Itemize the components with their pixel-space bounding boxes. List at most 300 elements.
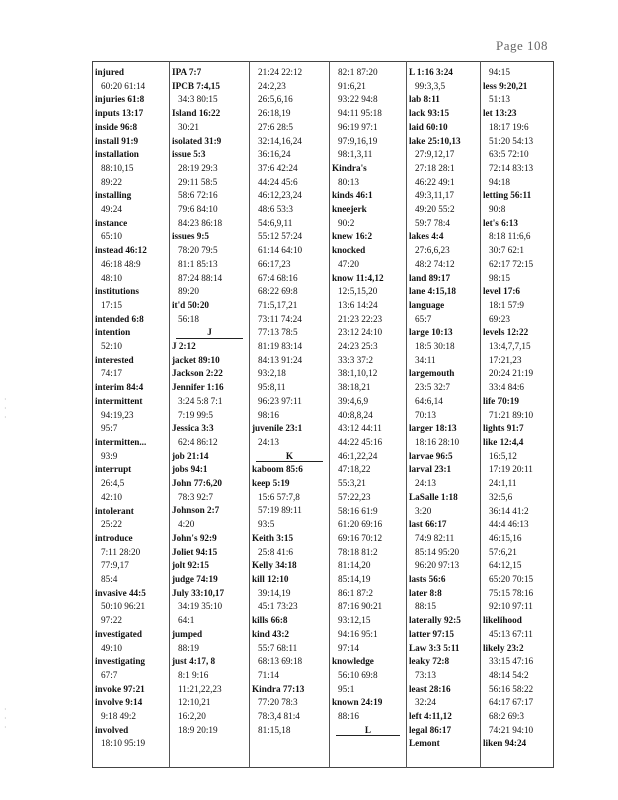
index-ref: 96:23 97:11 xyxy=(258,395,302,406)
index-ref: 95:1 xyxy=(338,683,355,694)
section-letter xyxy=(250,450,329,464)
index-term: left 4:11,12 xyxy=(409,711,452,722)
index-ref: 51:13 xyxy=(489,94,510,105)
index-ref: 49:3,11,17 xyxy=(415,190,454,201)
index-ref: 17:21,23 xyxy=(489,354,522,365)
index-term: Kindra's xyxy=(332,162,367,173)
index-ref: 73:13 xyxy=(415,669,436,680)
index-ref: 58:16 61:9 xyxy=(338,505,378,516)
index-ref: 43:12 44:11 xyxy=(338,423,382,434)
index-ref: 55:12 57:24 xyxy=(258,231,303,242)
index-ref: 25:22 xyxy=(101,519,122,530)
index-ref: 3:20 xyxy=(415,505,432,516)
index-term: involved xyxy=(95,724,129,735)
index-ref: 97:14 xyxy=(338,642,359,653)
index-ref: 3:24 5:8 7:1 xyxy=(178,395,223,406)
index-ref: 65:10 xyxy=(101,231,122,242)
index-term: lakes 4:4 xyxy=(409,231,444,242)
index-term: language xyxy=(409,299,445,310)
index-ref: 44:24 45:6 xyxy=(258,176,298,187)
index-term: Kindra 77:13 xyxy=(252,683,305,694)
index-term: invoke 97:21 xyxy=(95,683,145,694)
index-ref: 80:13 xyxy=(338,176,359,187)
index-term: laterally 92:5 xyxy=(409,615,461,626)
index-ref: 40:8,8,24 xyxy=(338,409,373,420)
index-ref: 85:14 95:20 xyxy=(415,546,460,557)
index-term: J 2:12 xyxy=(172,341,196,352)
index-ref: 24:13 xyxy=(415,478,436,489)
index-ref: 92:10 97:11 xyxy=(489,601,533,612)
index-ref: 46:12,23,24 xyxy=(258,190,302,201)
index-ref: 86:1 87:2 xyxy=(338,587,373,598)
index-ref: 55:3,21 xyxy=(338,478,366,489)
index-term: lab 8:11 xyxy=(409,94,440,105)
index-ref: 94:11 95:18 xyxy=(338,108,382,119)
index-term: later 8:8 xyxy=(409,587,442,598)
index-ref: 71:21 89:10 xyxy=(489,409,534,420)
index-term: lane 4:15,18 xyxy=(409,286,456,297)
index-term: keep 5:19 xyxy=(252,478,290,489)
index-ref: 27:9,12,17 xyxy=(415,149,455,160)
index-ref: 69:23 xyxy=(489,313,510,324)
index-ref: 42:10 xyxy=(101,491,122,502)
index-ref: 47:18,22 xyxy=(338,464,371,475)
index-ref: 64:6,14 xyxy=(415,395,443,406)
index-term: intended 6:8 xyxy=(95,313,144,324)
index-term: Jessica 3:3 xyxy=(172,423,214,434)
index-ref: 79:6 84:10 xyxy=(178,204,218,215)
index-term: it'd 50:20 xyxy=(172,299,210,310)
index-ref: 77:13 78:5 xyxy=(258,327,298,338)
index-term: knew 16:2 xyxy=(332,231,373,242)
index-term: just 4:17, 8 xyxy=(172,656,216,667)
index-ref: 75:15 78:16 xyxy=(489,587,534,598)
index-term: large 10:13 xyxy=(409,327,453,338)
page-number: Page 108 xyxy=(496,38,549,53)
index-ref: 58:6 72:16 xyxy=(178,190,218,201)
index-ref: 18:9 20:19 xyxy=(178,724,218,735)
index-term: Kelly 34:18 xyxy=(252,560,297,571)
index-ref: 21:24 22:12 xyxy=(258,67,303,77)
index-term: latter 97:15 xyxy=(409,628,454,639)
index-term: kaboom 85:6 xyxy=(252,464,303,475)
index-ref: 26:5,6,16 xyxy=(258,94,293,105)
index-term: injuries 61:8 xyxy=(95,94,145,105)
index-term: jolt 92:15 xyxy=(172,560,209,571)
index-ref: 45:13 67:11 xyxy=(489,628,533,639)
index-ref: 16:2,20 xyxy=(178,711,206,722)
index-ref: 13:6 14:24 xyxy=(338,299,378,310)
index-ref: 47:20 xyxy=(338,258,359,269)
index-ref: 24:23 25:3 xyxy=(338,341,378,352)
index-term: lasts 56:6 xyxy=(409,574,446,585)
index-ref: 93:12,15 xyxy=(338,615,371,626)
index-ref: 55:7 68:11 xyxy=(258,642,298,653)
index-ref: 67:4 68:16 xyxy=(258,272,298,283)
index-ref: 65:7 xyxy=(415,313,432,324)
index-ref: 33:15 47:16 xyxy=(489,656,534,667)
index-term: inside 96:8 xyxy=(95,121,138,132)
index-ref: 68:13 69:18 xyxy=(258,656,303,667)
index-term: lack 93:15 xyxy=(409,108,450,119)
index-ref: 48:6 53:3 xyxy=(258,204,293,215)
index-ref: 17:15 xyxy=(101,299,122,310)
index-ref: 96:19 97:1 xyxy=(338,121,378,132)
index-term: larger 18:13 xyxy=(409,423,457,434)
index-ref: 59:7 78:4 xyxy=(415,217,450,228)
margin-mark: · · · xyxy=(4,395,7,422)
index-ref: 71:14 xyxy=(258,669,279,680)
index-ref: 70:13 xyxy=(415,409,436,420)
index-ref: 46:15,16 xyxy=(489,532,522,543)
index-ref: 73:11 74:24 xyxy=(258,313,302,324)
index-term: let's 6:13 xyxy=(483,217,518,228)
index-ref: 33:4 84:6 xyxy=(489,382,524,393)
index-term: kinds 46:1 xyxy=(332,190,373,201)
index-ref: 46:18 48:9 xyxy=(101,258,141,269)
index-ref: 57:6,21 xyxy=(489,546,517,557)
index-ref: 9:18 49:2 xyxy=(101,711,136,722)
index-ref: 26:4,5 xyxy=(101,478,125,489)
index-ref: 48:10 xyxy=(101,272,122,283)
index-term: invasive 44:5 xyxy=(95,587,146,598)
index-term: kill 12:10 xyxy=(252,574,289,584)
index-term: interim 84:4 xyxy=(95,382,144,393)
index-term: judge 74:19 xyxy=(172,574,218,584)
index-term: instance xyxy=(95,217,128,228)
index-ref: 49:20 55:2 xyxy=(415,204,455,215)
index-term: John 77:6,20 xyxy=(172,478,223,489)
index-term: like 12:4,4 xyxy=(483,436,524,447)
index-ref: 65:20 70:15 xyxy=(489,574,534,585)
index-ref: 78:3 92:7 xyxy=(178,491,213,502)
index-ref: 49:10 xyxy=(101,642,122,653)
index-ref: 34:11 xyxy=(415,354,436,365)
index-ref: 94:19,23 xyxy=(101,409,134,420)
margin-mark: · · · xyxy=(4,705,7,732)
index-ref: 24:2,23 xyxy=(258,80,286,91)
index-ref: 97:9,16,19 xyxy=(338,135,378,146)
index-ref: 98:1,3,11 xyxy=(338,149,373,160)
index-term: installation xyxy=(95,149,139,160)
index-ref: 62:17 72:15 xyxy=(489,258,534,269)
index-ref: 94:18 xyxy=(489,176,510,187)
index-ref: 95:7 xyxy=(101,423,118,434)
index-ref: 8:1 9:16 xyxy=(178,669,209,680)
index-ref: 52:10 xyxy=(101,341,122,352)
index-term: knowledge xyxy=(332,656,374,667)
index-term: issue 5:3 xyxy=(172,149,206,160)
index-term: investigated xyxy=(95,628,142,639)
index-ref: 18:10 95:19 xyxy=(101,738,146,749)
index-ref: 68:2 69:3 xyxy=(489,711,524,722)
index-ref: 8:18 11:6,6 xyxy=(489,231,531,242)
index-ref: 12:10,21 xyxy=(178,697,211,708)
index-term: John's 92:9 xyxy=(172,532,217,543)
index-term: liken 94:24 xyxy=(483,738,527,749)
index-term: jobs 94:1 xyxy=(172,464,208,475)
index-term: Joliet 94:15 xyxy=(172,546,218,557)
index-term: intermitten... xyxy=(95,436,147,447)
section-letter-text: J xyxy=(207,327,212,338)
index-ref: 24:1,11 xyxy=(489,478,517,489)
index-ref: 18:17 19:6 xyxy=(489,121,529,132)
index-ref: 88:10,15 xyxy=(101,162,134,173)
index-ref: 27:6 28:5 xyxy=(258,121,293,132)
index-ref: 78:20 79:5 xyxy=(178,245,218,256)
index-term: known 24:19 xyxy=(332,697,383,708)
index-term: leaky 72:8 xyxy=(409,656,450,667)
index-term: larval 23:1 xyxy=(409,464,452,475)
index-ref: 98:15 xyxy=(489,272,510,283)
index-ref: 94:15 xyxy=(489,67,510,77)
index-ref: 61:20 69:16 xyxy=(338,519,383,530)
index-ref: 29:11 58:5 xyxy=(178,176,218,187)
index-ref: 50:10 96:21 xyxy=(101,601,146,612)
index-ref: 97:22 xyxy=(101,615,122,626)
index-column xyxy=(330,66,406,766)
index-ref: 18:1 57:9 xyxy=(489,299,524,310)
index-ref: 54:6,9,11 xyxy=(258,217,293,228)
index-ref: 81:15,18 xyxy=(258,724,291,735)
index-ref: 94:16 95:1 xyxy=(338,628,378,639)
index-term: interrupt xyxy=(95,464,132,475)
index-term: Keith 3:15 xyxy=(252,532,294,543)
index-term: largemouth xyxy=(409,368,455,379)
index-ref: 81:14,20 xyxy=(338,560,371,571)
index-term: lake 25:10,13 xyxy=(409,135,461,146)
index-ref: 78:3,4 81:4 xyxy=(258,711,300,722)
index-term: jumped xyxy=(172,628,203,639)
index-ref: 87:24 88:14 xyxy=(178,272,223,283)
index-ref: 64:12,15 xyxy=(489,560,522,571)
index-term: Law 3:3 5:11 xyxy=(409,642,460,653)
index-ref: 44:22 45:16 xyxy=(338,436,383,447)
index-term: land 89:17 xyxy=(409,272,451,283)
index-term: issues 9:5 xyxy=(172,231,210,242)
index-ref: 60:20 61:14 xyxy=(101,80,146,91)
index-ref: 62:4 86:12 xyxy=(178,436,218,447)
index-term: intermittent xyxy=(95,395,143,406)
index-column xyxy=(481,66,554,766)
index-ref: 77:20 78:3 xyxy=(258,697,298,708)
index-ref: 57:19 89:11 xyxy=(258,505,302,516)
index-ref: 7:11 28:20 xyxy=(101,546,141,557)
index-term: last 66:17 xyxy=(409,519,447,530)
section-letter xyxy=(170,326,249,340)
index-ref: 16:5,12 xyxy=(489,450,517,461)
index-ref: 57:22,23 xyxy=(338,491,371,502)
index-ref: 45:1 73:23 xyxy=(258,601,298,612)
index-ref: 18:5 30:18 xyxy=(415,341,455,352)
index-ref: 27:18 28:1 xyxy=(415,162,455,173)
index-ref: 69:16 70:12 xyxy=(338,532,383,543)
index-ref: 88:19 xyxy=(178,642,199,653)
index-term: likelihood xyxy=(483,615,522,626)
index-ref: 25:8 41:6 xyxy=(258,546,293,557)
index-ref: 91:6,21 xyxy=(338,80,366,91)
index-ref: 15:6 57:7,8 xyxy=(258,491,300,502)
index-ref: 72:14 83:13 xyxy=(489,162,534,173)
index-ref: 87:16 90:21 xyxy=(338,601,383,612)
index-ref: 82:1 87:20 xyxy=(338,67,378,77)
index-ref: 18:16 28:10 xyxy=(415,436,460,447)
index-ref: 13:4,7,7,15 xyxy=(489,341,531,352)
index-term: knocked xyxy=(332,245,366,256)
index-ref: 48:2 74:12 xyxy=(415,258,455,269)
index-ref: 38:1,10,12 xyxy=(338,368,378,379)
index-ref: 7:19 99:5 xyxy=(178,409,213,420)
index-term: isolated 31:9 xyxy=(172,135,222,146)
index-ref: 4:20 xyxy=(178,519,195,530)
index-ref: 88:15 xyxy=(415,601,436,612)
index-term: juvenile 23:1 xyxy=(252,423,303,434)
index-ref: 20:24 21:19 xyxy=(489,368,534,379)
index-ref: 85:14,19 xyxy=(338,574,371,585)
index-term: know 11:4,12 xyxy=(332,272,384,283)
index-ref: 49:24 xyxy=(101,204,122,215)
index-term: level 17:6 xyxy=(483,286,520,297)
index-ref: 85:4 xyxy=(101,574,118,585)
index-term: installing xyxy=(95,190,132,201)
index-ref: 81:1 85:13 xyxy=(178,258,218,269)
index-ref: 30:21 xyxy=(178,121,199,132)
index-ref: 23:5 32:7 xyxy=(415,382,450,393)
index-ref: 51:20 54:13 xyxy=(489,135,534,146)
index-ref: 36:14 41:2 xyxy=(489,505,529,516)
index-column xyxy=(93,66,169,766)
index-ref: 46:1,22,24 xyxy=(338,450,378,461)
index-term: Lemont xyxy=(409,738,440,749)
index-term: interested xyxy=(95,354,134,365)
index-ref: 64:17 67:17 xyxy=(489,697,534,708)
index-term: less 9:20,21 xyxy=(483,80,528,91)
index-ref: 30:7 62:1 xyxy=(489,245,524,256)
index-ref: 93:2,18 xyxy=(258,368,286,379)
index-term: job 21:14 xyxy=(172,450,209,461)
index-ref: 44:4 46:13 xyxy=(489,519,529,530)
index-term: L 1:16 3:24 xyxy=(409,67,453,77)
index-term: IPA 7:7 xyxy=(172,67,202,77)
index-term: IPCB 7:4,15 xyxy=(172,80,220,91)
index-term: intention xyxy=(95,327,131,338)
index-term: install 91:9 xyxy=(95,135,139,146)
index-term: kind 43:2 xyxy=(252,628,290,639)
index-term: investigating xyxy=(95,656,146,667)
index-ref: 77:9,17 xyxy=(101,560,129,571)
index-ref: 26:18,19 xyxy=(258,108,291,119)
index-ref: 93:5 xyxy=(258,519,275,530)
index-ref: 23:12 24:10 xyxy=(338,327,383,338)
index-ref: 34:19 35:10 xyxy=(178,601,223,612)
index-term: LaSalle 1:18 xyxy=(409,491,458,502)
index-ref: 95:8,11 xyxy=(258,382,286,393)
index-ref: 84:13 91:24 xyxy=(258,354,303,365)
index-ref: 71:5,17,21 xyxy=(258,299,298,310)
index-ref: 96:20 97:13 xyxy=(415,560,460,571)
index-ref: 74:21 94:10 xyxy=(489,724,534,735)
index-ref: 39:4,6,9 xyxy=(338,395,369,406)
index-ref: 68:22 69:8 xyxy=(258,286,298,297)
index-ref: 64:1 xyxy=(178,615,195,626)
index-ref: 66:17,23 xyxy=(258,258,291,269)
index-ref: 81:19 83:14 xyxy=(258,341,303,352)
index-term: institutions xyxy=(95,286,139,297)
index-ref: 24:13 xyxy=(258,436,279,447)
index-term: least 28:16 xyxy=(409,683,451,694)
index-term: involve 9:14 xyxy=(95,697,143,708)
index-term: levels 12:22 xyxy=(483,327,529,338)
section-letter-text: L xyxy=(364,724,372,735)
index-ref: 56:16 58:22 xyxy=(489,683,534,694)
index-term: intolerant xyxy=(95,505,134,516)
index-ref: 88:16 xyxy=(338,711,359,722)
index-ref: 38:18,21 xyxy=(338,382,371,393)
index-ref: 28:19 29:3 xyxy=(178,162,218,173)
index-ref: 32:5,6 xyxy=(489,491,513,502)
index-ref: 37:6 42:24 xyxy=(258,162,298,173)
index-ref: 39:14,19 xyxy=(258,587,291,598)
index-ref: 34:3 80:15 xyxy=(178,94,218,105)
index-term: let 13:23 xyxy=(483,108,517,119)
index-term: instead 46:12 xyxy=(95,245,147,256)
index-ref: 48:14 54:2 xyxy=(489,669,529,680)
index-ref: 89:20 xyxy=(178,286,199,297)
index-ref: 46:22 49:1 xyxy=(415,176,455,187)
index-ref: 21:23 22:23 xyxy=(338,313,383,324)
index-term: likely 23:2 xyxy=(483,642,524,653)
index-ref: 89:22 xyxy=(101,176,122,187)
index-ref: 33:3 37:2 xyxy=(338,354,373,365)
index-term: jacket 89:10 xyxy=(172,354,220,365)
index-ref: 63:5 72:10 xyxy=(489,149,529,160)
index-term: July 33:10,17 xyxy=(172,587,225,598)
index-ref: 90:8 xyxy=(489,204,506,215)
section-letter-text: K xyxy=(285,450,294,461)
index-ref: 11:21,22,23 xyxy=(178,683,222,694)
index-term: lights 91:7 xyxy=(483,423,524,434)
section-letter xyxy=(330,724,406,738)
index-term: Jackson 2:22 xyxy=(172,368,223,379)
index-ref: 67:7 xyxy=(101,669,118,680)
index-ref: 36:16,24 xyxy=(258,149,291,160)
index-ref: 74:9 82:11 xyxy=(415,532,455,543)
index-ref: 93:9 xyxy=(101,450,118,461)
index-term: legal 86:17 xyxy=(409,724,452,735)
index-ref: 78:18 81:2 xyxy=(338,546,378,557)
index-term: injured xyxy=(95,67,124,77)
index-ref: 61:14 64:10 xyxy=(258,245,303,256)
index-ref: 56:10 69:8 xyxy=(338,669,378,680)
index-term: inputs 13:17 xyxy=(95,108,144,119)
index-term: Jennifer 1:16 xyxy=(172,382,224,393)
index-ref: 98:16 xyxy=(258,409,279,420)
index-ref: 17:19 20:11 xyxy=(489,464,533,475)
index-term: kills 66:8 xyxy=(252,615,288,626)
index-term: Island 16:22 xyxy=(172,108,221,119)
index-column xyxy=(407,66,480,766)
index-ref: 12:5,15,20 xyxy=(338,286,378,297)
index-ref: 93:22 94:8 xyxy=(338,94,378,105)
index-ref: 32:24 xyxy=(415,697,436,708)
index-term: letting 56:11 xyxy=(483,190,532,201)
index-term: laid 60:10 xyxy=(409,121,448,132)
index-ref: 90:2 xyxy=(338,217,355,228)
index-term: kneejerk xyxy=(332,204,367,215)
index-ref: 99:3,3,5 xyxy=(415,80,446,91)
index-term: larvae 96:5 xyxy=(409,450,453,461)
index-ref: 74:17 xyxy=(101,368,122,379)
